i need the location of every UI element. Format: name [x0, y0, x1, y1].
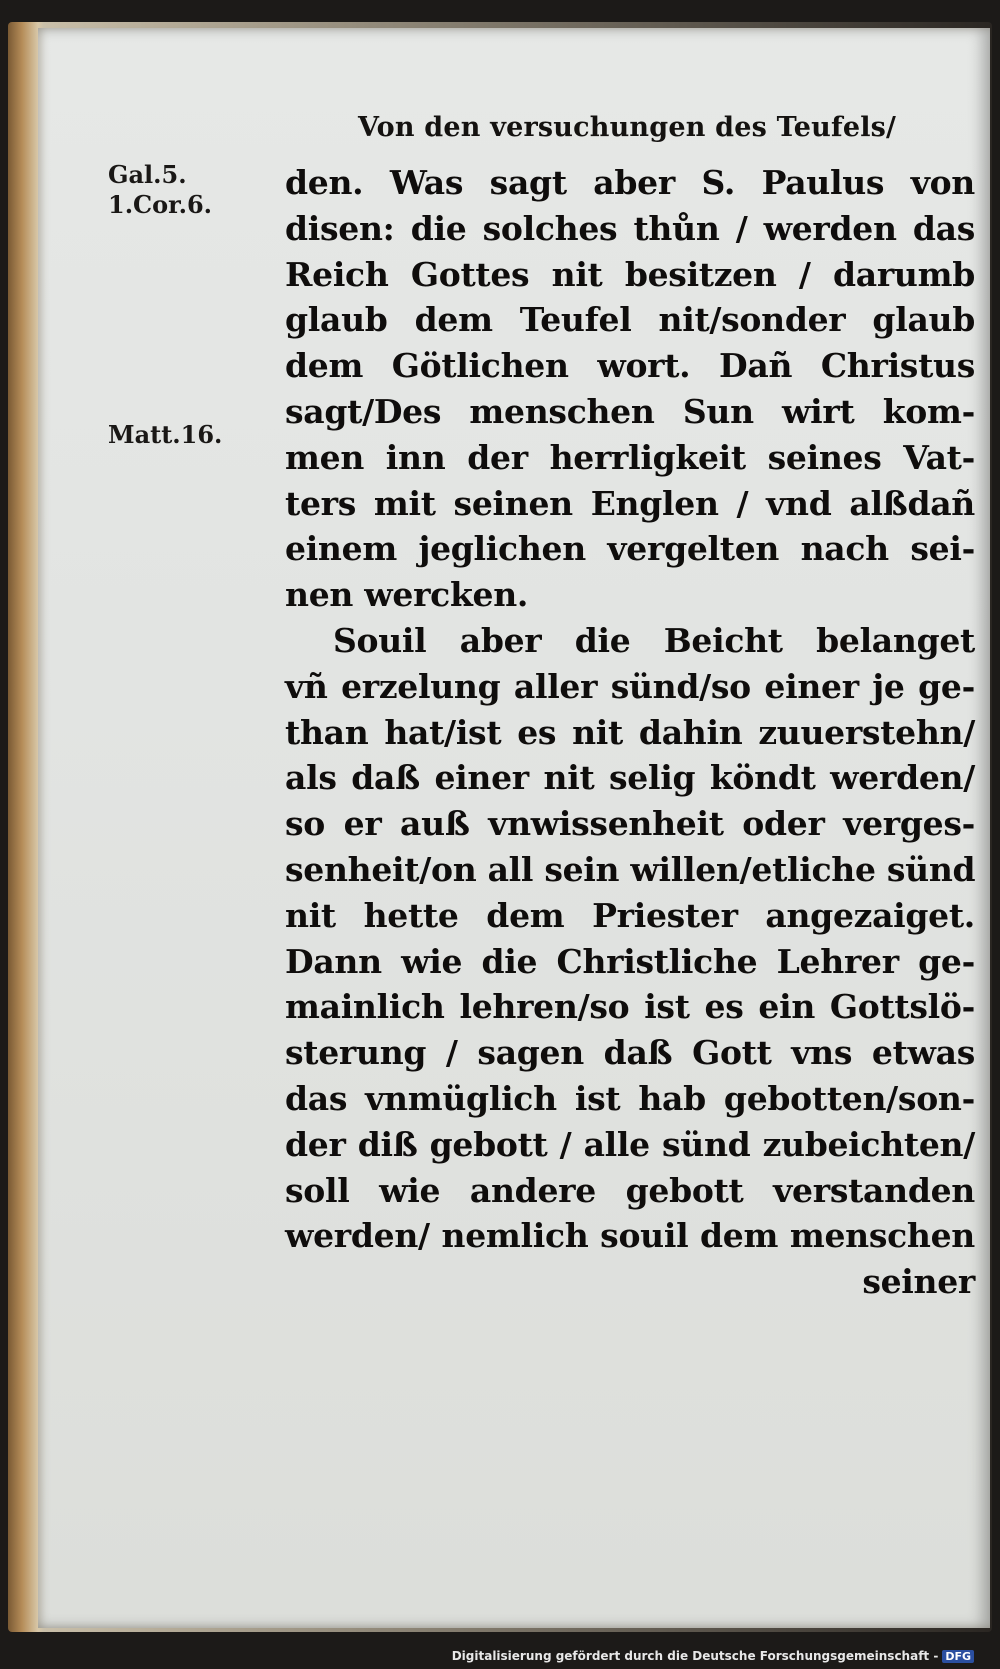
text-line: than hat/ist es nit dahin zuuerstehn/ — [285, 712, 975, 752]
text-line: sterung / sagen daß Gott vns etwas — [285, 1033, 975, 1073]
text-line: sagt/Des menschen Sun wirt kom- — [285, 391, 975, 431]
margin-note-matt: Matt.16. — [108, 420, 223, 449]
text-line: dem Götlichen wort. Dañ Christus — [285, 346, 975, 386]
margin-note-cor: 1.Cor.6. — [108, 190, 213, 219]
text-line: soll wie andere gebott verstanden — [285, 1170, 975, 1210]
text-line: Dann wie die Christliche Lehrer ge- — [285, 941, 975, 981]
margin-note-gal: Gal.5. — [108, 160, 187, 189]
text-line: nen wercken. — [285, 575, 529, 615]
main-text — [285, 160, 975, 1305]
text-line: men inn der herrligkeit seines Vat- — [285, 437, 975, 477]
footer-credit-text: Digitalisierung gefördert durch die Deutsche Forschungsgemeinschaft - — [451, 1649, 939, 1663]
text-line: den. Was sagt aber S. Paulus von — [285, 163, 975, 202]
text-line: der diß gebott / alle sünd zubeichten/ — [285, 1124, 975, 1164]
running-head: Von den versuchungen des Teufels/ — [358, 112, 897, 143]
text-line: ters mit seinen Englen / vnd alßdañ — [285, 483, 975, 523]
footer-credit — [452, 1649, 974, 1663]
text-line: glaub dem Teufel nit/sonder glaub — [285, 300, 975, 340]
text-line: Souil aber die Beicht belanget — [333, 620, 975, 660]
dfg-logo: DFG — [942, 1650, 974, 1663]
text-line: so er auß vnwissenheit oder verges- — [285, 804, 975, 844]
text-line: senheit/on all sein willen/etliche sünd — [285, 849, 976, 889]
text-line: Reich Gottes nit besitzen / darumb — [285, 254, 975, 294]
text-line: das vnmüglich ist hab gebotten/son- — [285, 1078, 975, 1118]
text-line: nit hette dem Priester angezaiget. — [285, 895, 975, 935]
text-line: mainlich lehren/so ist es ein Gottslö- — [285, 987, 975, 1027]
text-line: werden/ nemlich souil dem menschen — [285, 1216, 975, 1256]
text-line: vñ erzelung aller sünd/so einer je ge- — [285, 666, 975, 706]
text-line: einem jeglichen vergelten nach sei- — [285, 529, 975, 569]
catchword: seiner — [862, 1262, 975, 1302]
text-line: disen: die solches thůn / werden das — [285, 208, 975, 248]
text-line: als daß einer nit selig köndt werden/ — [285, 758, 975, 798]
